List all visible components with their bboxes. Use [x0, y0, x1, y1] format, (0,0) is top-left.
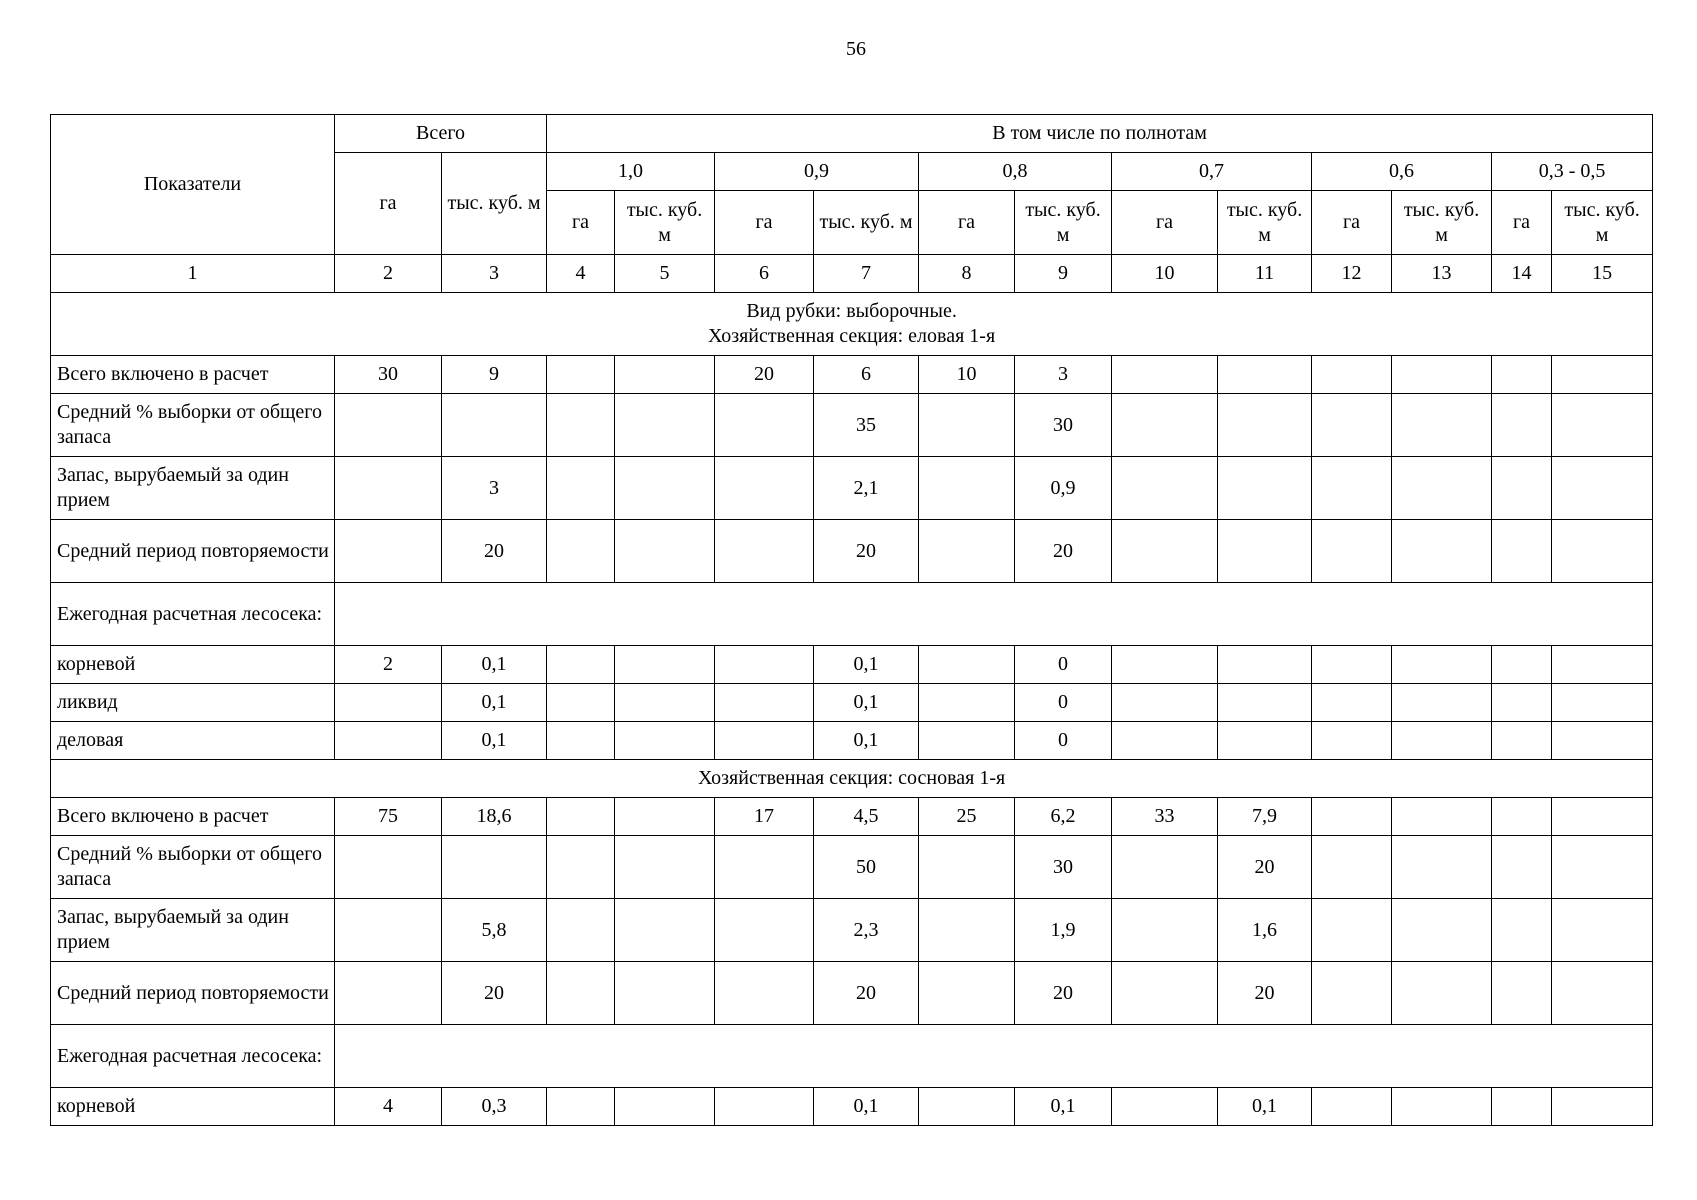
- table-cell: [1552, 798, 1653, 836]
- allowable-cut-table: [50, 114, 1653, 1126]
- table-cell: [1312, 722, 1392, 760]
- table-cell: 6,2: [1015, 798, 1112, 836]
- row-label: корневой: [51, 646, 335, 684]
- table-cell: 20: [814, 962, 919, 1025]
- table-cell: [1218, 684, 1312, 722]
- table-row: [51, 394, 1653, 457]
- header-density-group: 0,8: [919, 153, 1112, 191]
- header-indicators: Показатели: [51, 115, 335, 255]
- table-row: [51, 646, 1653, 684]
- table-cell: [919, 962, 1015, 1025]
- row-label: Средний % выборки от общего запаса: [51, 836, 335, 899]
- header-density-group: 0,9: [715, 153, 919, 191]
- table-cell: [1492, 962, 1552, 1025]
- table-cell: [1552, 394, 1653, 457]
- table-cell: 4: [335, 1088, 442, 1126]
- table-cell: [1492, 1088, 1552, 1126]
- table-cell: [1312, 899, 1392, 962]
- table-cell: 2,3: [814, 899, 919, 962]
- column-number: 2: [335, 255, 442, 293]
- table-cell: 20: [715, 356, 814, 394]
- table-cell: [335, 899, 442, 962]
- table-cell: 0,9: [1015, 457, 1112, 520]
- header-density-group: 0,3 - 0,5: [1492, 153, 1653, 191]
- header-volume: тыс. куб. м: [1392, 191, 1492, 255]
- table-cell: [547, 684, 615, 722]
- header-volume: тыс. куб. м: [1015, 191, 1112, 255]
- header-total-ha: га: [335, 153, 442, 255]
- table-cell: 75: [335, 798, 442, 836]
- table-cell: [1312, 684, 1392, 722]
- table-row: [51, 722, 1653, 760]
- table-cell: [715, 722, 814, 760]
- column-number: 15: [1552, 255, 1653, 293]
- table-cell: [1112, 722, 1218, 760]
- column-number: 11: [1218, 255, 1312, 293]
- table-row: [51, 899, 1653, 962]
- table-cell: [1312, 836, 1392, 899]
- table-cell: [1392, 899, 1492, 962]
- header-volume: тыс. куб. м: [1552, 191, 1653, 255]
- table-cell: [715, 899, 814, 962]
- table-cell: 20: [1218, 836, 1312, 899]
- table-cell: [547, 899, 615, 962]
- table-cell: [1392, 684, 1492, 722]
- table-cell: [1552, 457, 1653, 520]
- table-cell: [615, 457, 715, 520]
- table-cell: 0,1: [814, 1088, 919, 1126]
- section-title-line: Хозяйственная секция: сосновая 1-я: [697, 767, 1006, 789]
- table-cell: [1492, 394, 1552, 457]
- table-cell: [1492, 836, 1552, 899]
- table-cell: 35: [814, 394, 919, 457]
- table-cell: [1312, 798, 1392, 836]
- table-cell: [1218, 356, 1312, 394]
- table-cell: 0,1: [442, 684, 547, 722]
- table-row: [51, 1088, 1653, 1126]
- table-cell: [715, 836, 814, 899]
- header-volume: тыс. куб. м: [814, 191, 919, 255]
- table-cell: [1312, 356, 1392, 394]
- section-title-line: Вид рубки: выборочные.: [746, 300, 957, 322]
- table-cell: 3: [1015, 356, 1112, 394]
- table-cell: [335, 520, 442, 583]
- table-cell: 0,3: [442, 1088, 547, 1126]
- table-cell: [1112, 1088, 1218, 1126]
- column-number: 13: [1392, 255, 1492, 293]
- section-title-line: Хозяйственная секция: еловая 1-я: [708, 325, 996, 347]
- table-cell: 0,1: [814, 684, 919, 722]
- table-cell: 20: [442, 520, 547, 583]
- column-number: 8: [919, 255, 1015, 293]
- table-cell: [615, 962, 715, 1025]
- table-cell: [1392, 1088, 1492, 1126]
- table-cell: [1218, 646, 1312, 684]
- table-cell: 0: [1015, 646, 1112, 684]
- table-cell: [1492, 798, 1552, 836]
- table-cell: 0: [1015, 722, 1112, 760]
- table-cell: [615, 836, 715, 899]
- table-cell: [1492, 684, 1552, 722]
- table-cell: [919, 684, 1015, 722]
- page-number: 56: [846, 38, 866, 60]
- table-cell: [442, 836, 547, 899]
- header-ha: га: [1492, 191, 1552, 255]
- header-ha: га: [1312, 191, 1392, 255]
- table-cell: 20: [1015, 962, 1112, 1025]
- table-cell: [1552, 836, 1653, 899]
- table-row: [51, 356, 1653, 394]
- table-cell: [615, 520, 715, 583]
- table-cell: [919, 457, 1015, 520]
- table-cell: [615, 1088, 715, 1126]
- table-cell: 50: [814, 836, 919, 899]
- table-cell: [715, 962, 814, 1025]
- table-cell: [615, 394, 715, 457]
- table-cell: [615, 722, 715, 760]
- table-cell: [1218, 394, 1312, 457]
- table-cell: 0,1: [442, 646, 547, 684]
- table-cell: [1392, 722, 1492, 760]
- section-title: [51, 760, 1653, 798]
- empty-span-cell: [335, 583, 1653, 646]
- table-cell: [615, 646, 715, 684]
- table-cell: [335, 457, 442, 520]
- table-row: [51, 684, 1653, 722]
- table-cell: 30: [1015, 836, 1112, 899]
- table-cell: [919, 646, 1015, 684]
- table-cell: [547, 1088, 615, 1126]
- header-density-group: 0,7: [1112, 153, 1312, 191]
- row-label: Ежегодная расчетная лесосека:: [51, 1025, 335, 1088]
- table-cell: [919, 520, 1015, 583]
- table-cell: [547, 520, 615, 583]
- table-cell: 20: [814, 520, 919, 583]
- section-title-row: [51, 293, 1653, 356]
- header-ha: га: [547, 191, 615, 255]
- row-label: Запас, вырубаемый за один прием: [51, 457, 335, 520]
- table-cell: [1492, 899, 1552, 962]
- column-number: 5: [615, 255, 715, 293]
- row-label: ликвид: [51, 684, 335, 722]
- row-label: Средний период повторяемости: [51, 520, 335, 583]
- table-cell: 20: [1218, 962, 1312, 1025]
- header-density-group: 0,6: [1312, 153, 1492, 191]
- table-cell: [442, 394, 547, 457]
- table-cell: [335, 962, 442, 1025]
- table-cell: 25: [919, 798, 1015, 836]
- table-cell: [615, 356, 715, 394]
- table-cell: [919, 836, 1015, 899]
- table-body: [51, 293, 1653, 1126]
- table-cell: 30: [1015, 394, 1112, 457]
- table-cell: [335, 722, 442, 760]
- row-label: Средний период повторяемости: [51, 962, 335, 1025]
- table-cell: [1392, 836, 1492, 899]
- header-volume: тыс. куб. м: [615, 191, 715, 255]
- column-number: 3: [442, 255, 547, 293]
- row-label: корневой: [51, 1088, 335, 1126]
- column-number: 4: [547, 255, 615, 293]
- table-row: [51, 583, 1653, 646]
- header-ha: га: [1112, 191, 1218, 255]
- table-cell: [919, 899, 1015, 962]
- table-cell: [715, 684, 814, 722]
- table-cell: [615, 798, 715, 836]
- table-cell: [1552, 520, 1653, 583]
- header-total: Всего: [335, 115, 547, 153]
- table-cell: [715, 394, 814, 457]
- column-numbers-row: [51, 255, 1653, 293]
- table-cell: [1218, 520, 1312, 583]
- table-cell: [715, 520, 814, 583]
- table-cell: 30: [335, 356, 442, 394]
- table-cell: 0,1: [814, 646, 919, 684]
- table-cell: 20: [1015, 520, 1112, 583]
- table-cell: [1312, 1088, 1392, 1126]
- table-header: [51, 115, 1653, 293]
- header-density-group: 1,0: [547, 153, 715, 191]
- table-cell: [1312, 646, 1392, 684]
- empty-span-cell: [335, 1025, 1653, 1088]
- table-cell: [1312, 394, 1392, 457]
- table-cell: 9: [442, 356, 547, 394]
- table-cell: [1552, 899, 1653, 962]
- table-cell: [919, 1088, 1015, 1126]
- table-cell: [547, 457, 615, 520]
- table-cell: 2: [335, 646, 442, 684]
- row-label: Средний % выборки от общего запаса: [51, 394, 335, 457]
- table-cell: [1392, 962, 1492, 1025]
- table-cell: [919, 394, 1015, 457]
- row-label: деловая: [51, 722, 335, 760]
- table-cell: [1492, 646, 1552, 684]
- table-cell: [1392, 356, 1492, 394]
- section-title-row: [51, 760, 1653, 798]
- header-total-volume: тыс. куб. м: [442, 153, 547, 255]
- table-cell: [547, 646, 615, 684]
- table-cell: [335, 684, 442, 722]
- table-cell: [1112, 836, 1218, 899]
- table-cell: [335, 394, 442, 457]
- table-cell: 0,1: [1015, 1088, 1112, 1126]
- section-title: [51, 293, 1653, 356]
- table-cell: [919, 722, 1015, 760]
- table-cell: 17: [715, 798, 814, 836]
- column-number: 14: [1492, 255, 1552, 293]
- table-cell: [547, 394, 615, 457]
- table-cell: [615, 684, 715, 722]
- table-cell: [1492, 457, 1552, 520]
- table-cell: [335, 836, 442, 899]
- table-cell: [1312, 520, 1392, 583]
- table-cell: [1552, 646, 1653, 684]
- row-label: Ежегодная расчетная лесосека:: [51, 583, 335, 646]
- column-number: 6: [715, 255, 814, 293]
- table-cell: [1552, 1088, 1653, 1126]
- table-cell: [1552, 356, 1653, 394]
- row-label: Всего включено в расчет: [51, 356, 335, 394]
- column-number: 9: [1015, 255, 1112, 293]
- header-including-by-density: В том числе по полнотам: [547, 115, 1653, 153]
- table-cell: [1552, 684, 1653, 722]
- table-cell: [1218, 457, 1312, 520]
- column-number: 1: [51, 255, 335, 293]
- table-cell: [1112, 646, 1218, 684]
- table-cell: [1312, 457, 1392, 520]
- table-row: [51, 798, 1653, 836]
- table-cell: [1392, 646, 1492, 684]
- table-cell: [1112, 899, 1218, 962]
- table-cell: 7,9: [1218, 798, 1312, 836]
- table-cell: [1312, 962, 1392, 1025]
- table-row: [51, 836, 1653, 899]
- table-cell: 33: [1112, 798, 1218, 836]
- table-cell: [1392, 457, 1492, 520]
- table-cell: [1392, 520, 1492, 583]
- table-cell: [715, 646, 814, 684]
- table-cell: 5,8: [442, 899, 547, 962]
- table-cell: 10: [919, 356, 1015, 394]
- header-ha: га: [715, 191, 814, 255]
- table-cell: [715, 457, 814, 520]
- table-row: [51, 962, 1653, 1025]
- table-cell: [1112, 457, 1218, 520]
- table-cell: [615, 899, 715, 962]
- table-row: [51, 457, 1653, 520]
- table-cell: 2,1: [814, 457, 919, 520]
- table-cell: [1392, 394, 1492, 457]
- row-label: Всего включено в расчет: [51, 798, 335, 836]
- table-cell: [715, 1088, 814, 1126]
- table-cell: 0,1: [814, 722, 919, 760]
- table-cell: [1112, 684, 1218, 722]
- table-cell: [1492, 520, 1552, 583]
- table-cell: [1112, 520, 1218, 583]
- table-cell: [547, 722, 615, 760]
- header-volume: тыс. куб. м: [1218, 191, 1312, 255]
- column-number: 7: [814, 255, 919, 293]
- table-cell: [547, 798, 615, 836]
- table-cell: 3: [442, 457, 547, 520]
- table-cell: 0,1: [442, 722, 547, 760]
- row-label: Запас, вырубаемый за один прием: [51, 899, 335, 962]
- table-cell: [1112, 356, 1218, 394]
- table-cell: 18,6: [442, 798, 547, 836]
- column-number: 10: [1112, 255, 1218, 293]
- header-ha: га: [919, 191, 1015, 255]
- column-number: 12: [1312, 255, 1392, 293]
- table-cell: [547, 962, 615, 1025]
- table-cell: [1552, 722, 1653, 760]
- table-cell: 0: [1015, 684, 1112, 722]
- table-cell: 20: [442, 962, 547, 1025]
- table-cell: [1112, 962, 1218, 1025]
- table-cell: [1552, 962, 1653, 1025]
- table-cell: 0,1: [1218, 1088, 1312, 1126]
- table-cell: [1392, 798, 1492, 836]
- table-cell: [1492, 356, 1552, 394]
- table-row: [51, 1025, 1653, 1088]
- table-cell: [1218, 722, 1312, 760]
- table-cell: [547, 836, 615, 899]
- table-cell: 1,6: [1218, 899, 1312, 962]
- table-cell: 6: [814, 356, 919, 394]
- table-cell: [547, 356, 615, 394]
- table-cell: 4,5: [814, 798, 919, 836]
- table-cell: 1,9: [1015, 899, 1112, 962]
- table-cell: [1112, 394, 1218, 457]
- table-cell: [1492, 722, 1552, 760]
- table-row: [51, 520, 1653, 583]
